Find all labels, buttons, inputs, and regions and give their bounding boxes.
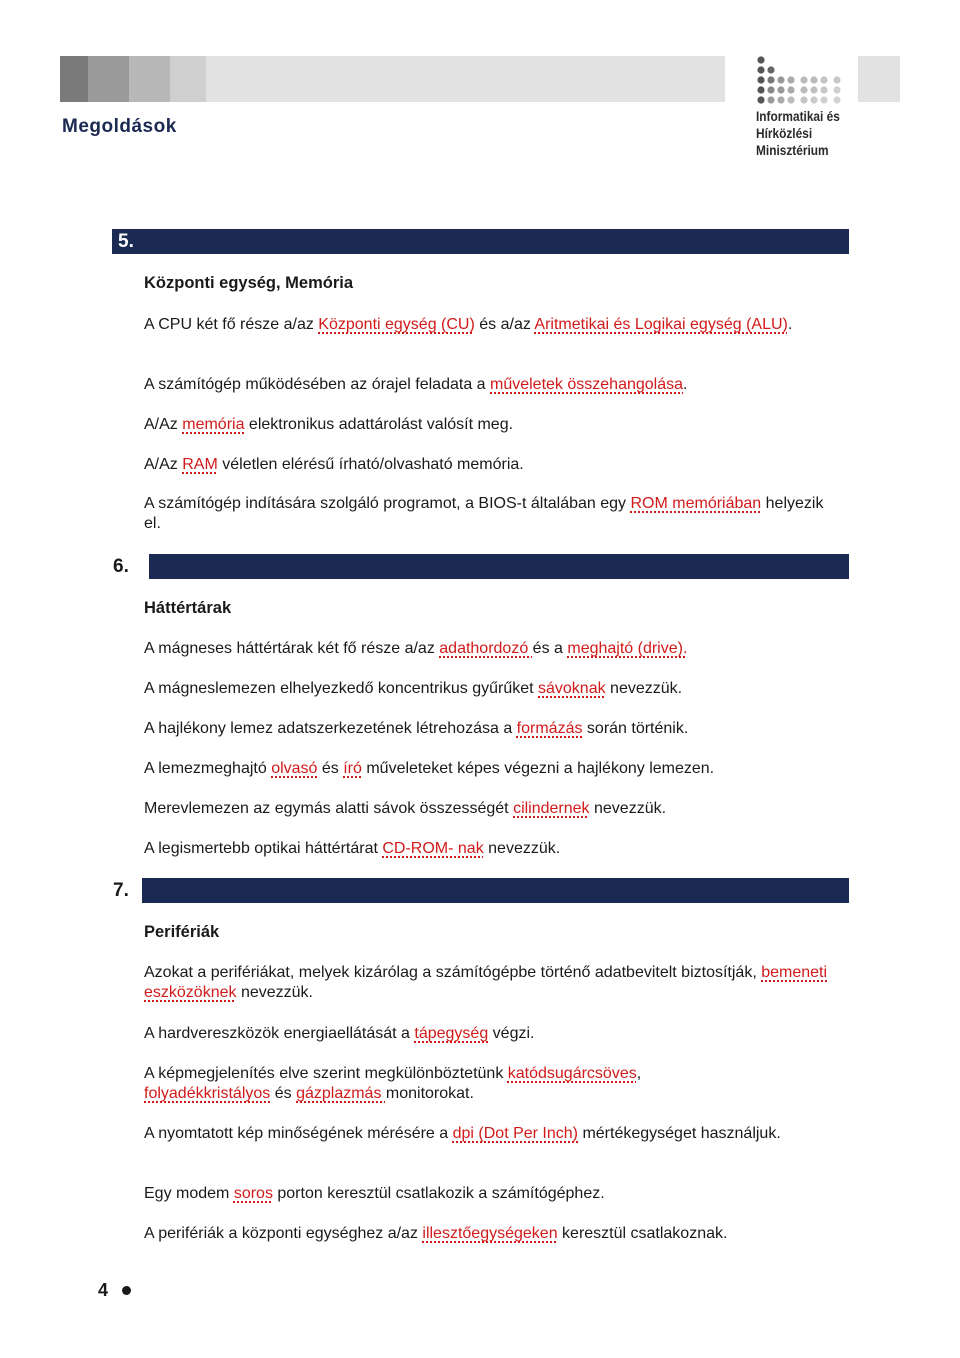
page-number: 4 — [98, 1280, 109, 1300]
answer-text: Aritmetikai és Logikai egység (ALU) — [534, 316, 788, 333]
s6-paragraph-1: A mágneses háttértárak két fő része a/az adathordozó és a meghajtó (drive). — [144, 640, 688, 657]
answer-text: illesztőegységeken — [422, 1225, 558, 1242]
answer-text: CD-ROM- nak — [382, 840, 484, 857]
answer-text: cilindernek — [513, 800, 590, 817]
header-bar-5 — [206, 56, 725, 102]
section-6-title: Háttértárak — [144, 599, 232, 617]
header-bar-4 — [170, 56, 206, 102]
s6-paragraph-6: A legismertebb optikai háttértárat CD-ROM- nak nevezzük. — [144, 840, 561, 857]
ministry-logo-icon — [756, 56, 856, 104]
answer-text: tápegység — [414, 1025, 489, 1042]
answer-text: katódsugárcsöves — [507, 1065, 637, 1082]
s7-paragraph-2: A hardvereszközök energiaellátását a tápegység végzi. — [144, 1025, 535, 1042]
answer-text: dpi (Dot Per Inch) — [452, 1125, 578, 1142]
ministry-name — [756, 108, 840, 159]
section-7-number: 7. — [113, 880, 129, 901]
answer-text: sávoknak — [538, 680, 606, 697]
answer-text: memória — [182, 416, 245, 433]
section-5-bar — [112, 229, 849, 254]
header-bar-2 — [88, 56, 129, 102]
s6-paragraph-3: A hajlékony lemez adatszerkezetének létrehozása a formázás során történik. — [144, 720, 689, 737]
section-7-bar — [142, 878, 849, 903]
section-5-number: 5. — [118, 231, 134, 252]
s5-paragraph-2: A számítógép működésében az órajel feladata a műveletek összehangolása. — [144, 376, 688, 393]
header-bar-6 — [858, 56, 900, 102]
answer-text: ROM memóriában — [630, 495, 762, 512]
s6-paragraph-5: Merevlemezen az egymás alatti sávok összességét cilindernek nevezzük. — [144, 800, 667, 817]
answer-text: gázplazmás — [296, 1085, 386, 1102]
answer-text: adathordozó — [439, 640, 533, 657]
s7-paragraph-1: Azokat a perifériákat, melyek kizárólag a számítógépbe történő adatbevitelt biztosítják, bemeneti eszközöknek nevezzük. — [144, 964, 828, 1001]
answer-text: meghajtó (drive). — [567, 640, 688, 657]
s5-paragraph-5: A számítógép indítására szolgáló programot, a BIOS-t általában egy ROM memóriában helyezik el. — [144, 495, 824, 532]
s5-paragraph-3: A/Az memória elektronikus adattárolást valósít meg. — [144, 416, 514, 433]
s7-paragraph-3: A képmegjelenítés elve szerint megkülönböztetünk katódsugárcsöves, folyadékkristályos és gázplazmás monitorokat. — [144, 1065, 642, 1102]
section-6-bar — [149, 554, 849, 579]
section-7-title: Perifériák — [144, 923, 220, 941]
header-bar-1 — [60, 56, 88, 102]
section-5-title: Központi egység, Memória — [144, 274, 354, 292]
s6-paragraph-4: A lemezmeghajtó olvasó és író műveleteket képes végezni a hajlékony lemezen. — [144, 760, 715, 777]
s5-paragraph-4: A/Az RAM véletlen elérésű írható/olvasható memória. — [144, 456, 524, 473]
s7-paragraph-5: Egy modem soros porton keresztül csatlakozik a számítógéphez. — [144, 1185, 605, 1202]
s5-paragraph-1: A CPU két fő része a/az Központi egység (CU) és a/az Aritmetikai és Logikai egység (ALU). — [144, 316, 793, 333]
ministry-name-line-1: Informatikai és — [756, 109, 840, 124]
bullet-dot-icon — [122, 1286, 131, 1295]
answer-text: író — [343, 760, 362, 777]
ministry-name-line-2: Hírközlési — [756, 126, 813, 141]
answer-text: folyadékkristályos — [144, 1085, 271, 1102]
s7-paragraph-6: A perifériák a központi egységhez a/az illesztőegységeken keresztül csatlakoznak. — [144, 1225, 728, 1242]
s6-paragraph-2: A mágneslemezen elhelyezkedő koncentrikus gyűrűket sávoknak nevezzük. — [144, 680, 683, 697]
answer-text: RAM — [182, 456, 218, 473]
answer-text: Központi egység (CU) — [318, 316, 475, 333]
answer-text: formázás — [516, 720, 583, 737]
answer-text: műveletek összehangolása — [490, 376, 684, 393]
ministry-name-line-3: Minisztérium — [756, 143, 829, 158]
page-title: Megoldások — [62, 116, 177, 137]
section-6-number: 6. — [113, 556, 129, 577]
header-bar-3 — [129, 56, 170, 102]
answer-text: soros — [233, 1185, 273, 1202]
answer-text: olvasó — [271, 760, 318, 777]
s7-paragraph-4: A nyomtatott kép minőségének mérésére a dpi (Dot Per Inch) mértékegységet használjuk. — [144, 1125, 781, 1142]
answer-text: bemeneti eszközöknek — [144, 964, 828, 1001]
